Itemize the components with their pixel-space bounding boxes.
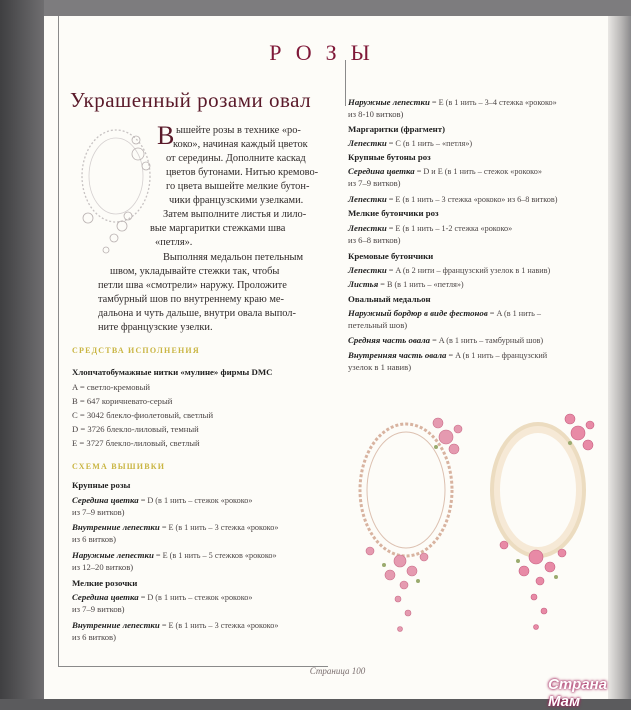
intro-line: цветов бутонами. Нитью кремово- [166,167,319,178]
section-label-scheme: СХЕМА ВЫШИВКИ [72,462,166,471]
section-label-materials: СРЕДСТВА ИСПОЛНЕНИЯ [72,346,200,355]
scheme-item: Внутренние лепестки = E (в 1 нить – 3 стежка «рококо» [72,522,279,532]
page-title: РОЗЫ [269,40,384,65]
scheme-cont: из 12–20 витков) [72,562,134,572]
scheme-item: Лепестки = A (в 2 нити – французский узелок в 1 навив) [348,265,551,275]
scheme-cont: из 7–9 витков) [72,604,125,614]
scheme-item: Листья = B (в 1 нить – «петля») [348,279,464,289]
scheme-head: Крупные бутоны роз [348,152,431,162]
intro-line: вые маргаритки стежками шва [150,223,286,234]
para-line: петли шва «смотрели» наружу. Проложите [98,280,287,291]
intro-line: «петля». [155,237,193,248]
para-line: швом, укладывайте стежки так, чтобы [110,266,280,277]
intro-line: го цвета вышейте мелкие бутон- [166,181,310,192]
scheme-item: Середина цветка = D (в 1 нить – стежок «рококо» [72,592,253,602]
para-line: дальона и чуть дальше, внутри овала выпол- [98,308,296,319]
oval-embroidered-illustration [478,385,608,645]
scheme-cont: петельный шов) [348,320,408,330]
para-line: ните французские узелки. [98,322,213,333]
page-edge [608,16,631,699]
thread-item: E = 3727 блекло-лиловый, светлый [72,438,200,448]
scheme-cont: из 6–8 витков) [348,235,401,245]
intro-line: коко», начиная каждый цветок [173,139,308,150]
para-line: Выполняя медальон петельным [163,252,304,263]
scheme-cont: из 8-10 витков) [348,109,404,119]
intro-line: ышейте розы в технике «ро- [176,125,301,136]
thread-item: B = 647 коричневато-серый [72,396,173,406]
scheme-head: Овальный медальон [348,294,431,304]
scheme-item: Наружный бордюр в виде фестонов = A (в 1 нить – [348,308,541,318]
scheme-head: Крупные розы [72,480,131,490]
drop-cap: В [157,121,175,150]
scheme-item: Внутренняя часть овала = A (в 1 нить – французский [348,350,548,360]
para-line: тамбурный шов по внутреннему краю ме- [98,294,284,305]
scheme-cont: из 6 витков) [72,534,116,544]
oval-pattern-illustration [340,385,475,650]
scheme-item: Внутренние лепестки = E (в 1 нить – 3 стежка «рококо» [72,620,279,630]
scheme-item: Средняя часть овала = A (в 1 нить – тамбурный шов) [348,335,544,345]
intro-line: Затем выполните листья и лило- [163,209,307,220]
scheme-cont: из 6 витков) [72,632,116,642]
scan-left-shadow [0,0,44,699]
scheme-item: Лепестки = C (в 1 нить – «петля») [348,138,473,148]
thread-title: Хлопчатобумажные нитки «мулине» фирмы DMC [72,367,273,377]
thread-item: D = 3726 блекло-лиловый, темный [72,424,199,434]
article-heading: Украшенный розами овал [70,88,312,112]
intro-line: чики французскими узелками. [169,195,304,206]
scheme-item: Лепестки = E (в 1 нить – 3 стежка «рококо» из 6–8 витков) [348,194,558,204]
scheme-head: Кремовые бутончики [348,251,434,261]
watermark-logo: Страна Мам [548,676,608,710]
scheme-item: Лепестки = E (в 1 нить – 1-2 стежка «рококо» [348,223,513,233]
scheme-head: Мелкие розочки [72,578,138,588]
scheme-item: Середина цветка = D (в 1 нить – стежок «рококо» [72,495,253,505]
scan-top-shadow [44,0,631,16]
scheme-item: Наружные лепестки = E (в 1 нить – 3–4 стежка «рококо» [348,97,557,107]
page-number: Страница 100 [309,666,366,676]
column-rule [345,60,346,106]
scheme-head: Маргаритки (фрагмент) [348,124,446,134]
left-rule [58,16,59,666]
scheme-head: Мелкие бутончики роз [348,208,439,218]
intro-line: от середины. Дополните каскад [166,153,306,164]
thread-item: C = 3042 блекло-фиолетовый, светлый [72,410,214,420]
scheme-item: Середина цветка = D и E (в 1 нить – стежок «рококо» [348,166,542,176]
scheme-cont: узелок в 1 навив) [348,362,412,372]
thread-item: A = светло-кремовый [72,382,150,392]
scheme-cont: из 7–9 витков) [72,507,125,517]
scheme-item: Наружные лепестки = E (в 1 нить – 5 стежков «рококо» [72,550,277,560]
scheme-cont: из 7–9 витков) [348,178,401,188]
